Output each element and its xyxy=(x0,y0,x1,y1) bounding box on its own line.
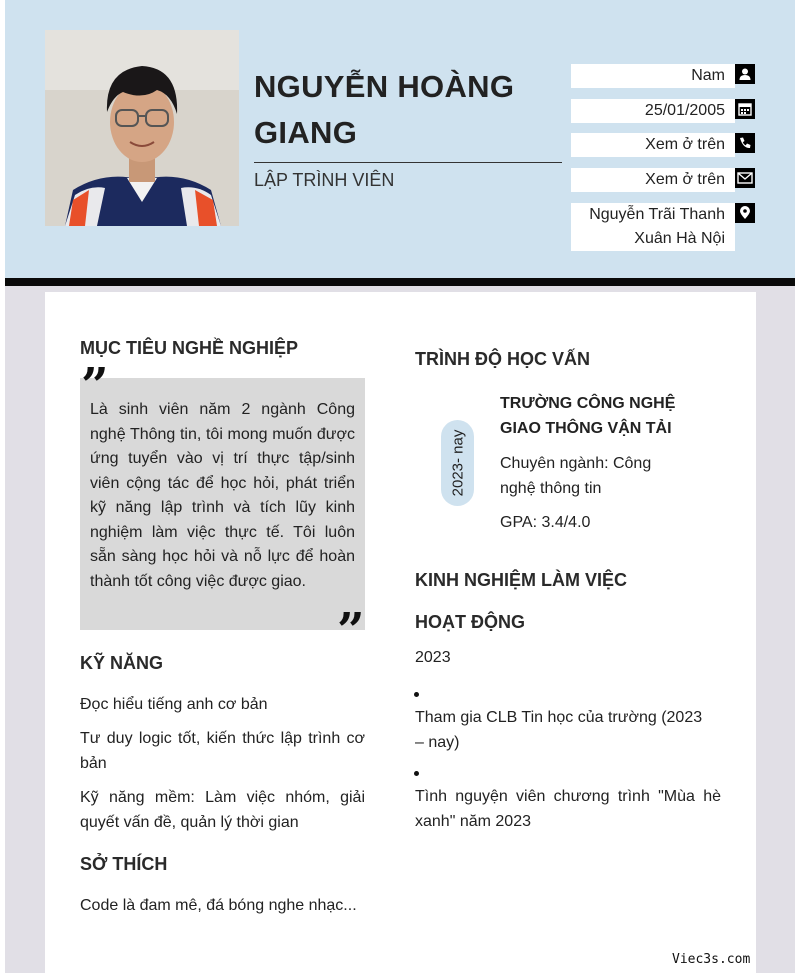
objective-box xyxy=(80,378,365,630)
portrait-photo-icon xyxy=(45,30,239,226)
experience-heading: KINH NGHIỆM LÀM VIỆC xyxy=(415,570,628,590)
bullet-icon xyxy=(414,771,419,776)
objective-text: Là sinh viên năm 2 ngành Công nghệ Thông tin, tôi mong muốn được ứng tuyển vào vị trí thực tập/sinh viên cộng tác để học hỏi, phát triển kỹ năng lập trình và tích lũy kinh nghiệm làm việc thực tế. Tôi luôn sẵn sàng học hỏi và nỗ lực để hoàn thành tốt công việc được giao. xyxy=(90,401,355,590)
activity-item: Tình nguyện viên chương trình "Mùa hè xanh" năm 2023 xyxy=(415,788,721,830)
address-line-1: Nguyễn Trãi Thanh xyxy=(589,206,725,223)
gender-value: Nam xyxy=(571,64,735,88)
skills-heading: KỸ NĂNG xyxy=(80,653,164,673)
skill-item: Tư duy logic tốt, kiến thức lập trình cơ bản xyxy=(80,730,365,772)
activity-item: Tham gia CLB Tin học của trường (2023 – nay) xyxy=(415,709,703,751)
school-name: TRƯỜNG CÔNG NGHỆ GIAO THÔNG VẬN TẢI xyxy=(500,395,676,437)
bullet-icon xyxy=(414,692,419,697)
close-quote-icon: ” xyxy=(337,603,365,659)
objective-heading: MỤC TIÊU NGHỀ NGHIỆP xyxy=(80,338,299,358)
address-line-2: Xuân Hà Nội xyxy=(634,230,725,247)
hobbies-heading: SỞ THÍCH xyxy=(80,854,168,874)
major-text: Chuyên ngành: Công nghệ thông tin xyxy=(500,455,652,497)
name-divider xyxy=(254,162,562,163)
person-icon xyxy=(735,64,755,84)
address-value xyxy=(571,203,735,251)
skill-item: Đọc hiểu tiếng anh cơ bản xyxy=(80,696,268,713)
activities-year: 2023 xyxy=(415,649,451,666)
email-value: Xem ở trên xyxy=(571,168,735,192)
phone-value: Xem ở trên xyxy=(571,133,735,157)
open-quote-icon: ” xyxy=(81,358,109,414)
location-pin-icon xyxy=(735,203,755,223)
header-divider xyxy=(5,278,795,286)
email-icon xyxy=(735,168,755,188)
hobbies-text: Code là đam mê, đá bóng nghe nhạc... xyxy=(80,897,357,914)
education-period-pill xyxy=(441,420,474,506)
phone-icon xyxy=(735,133,755,153)
dob-value: 25/01/2005 xyxy=(571,99,735,123)
skill-item: Kỹ năng mềm: Làm việc nhóm, giải quyết vấn đề, quản lý thời gian xyxy=(80,789,365,831)
education-heading: TRÌNH ĐỘ HỌC VẤN xyxy=(415,349,590,369)
job-title: LẬP TRÌNH VIÊN xyxy=(254,170,395,190)
calendar-icon xyxy=(735,99,755,119)
site-watermark: Viec3s.com xyxy=(672,952,751,967)
gpa-text: GPA: 3.4/4.0 xyxy=(500,514,591,531)
portrait-photo xyxy=(45,30,239,226)
activities-heading: HOẠT ĐỘNG xyxy=(415,612,525,632)
education-period: 2023- nay xyxy=(449,429,466,497)
candidate-name: NGUYỄN HOÀNG GIANG xyxy=(254,69,515,150)
